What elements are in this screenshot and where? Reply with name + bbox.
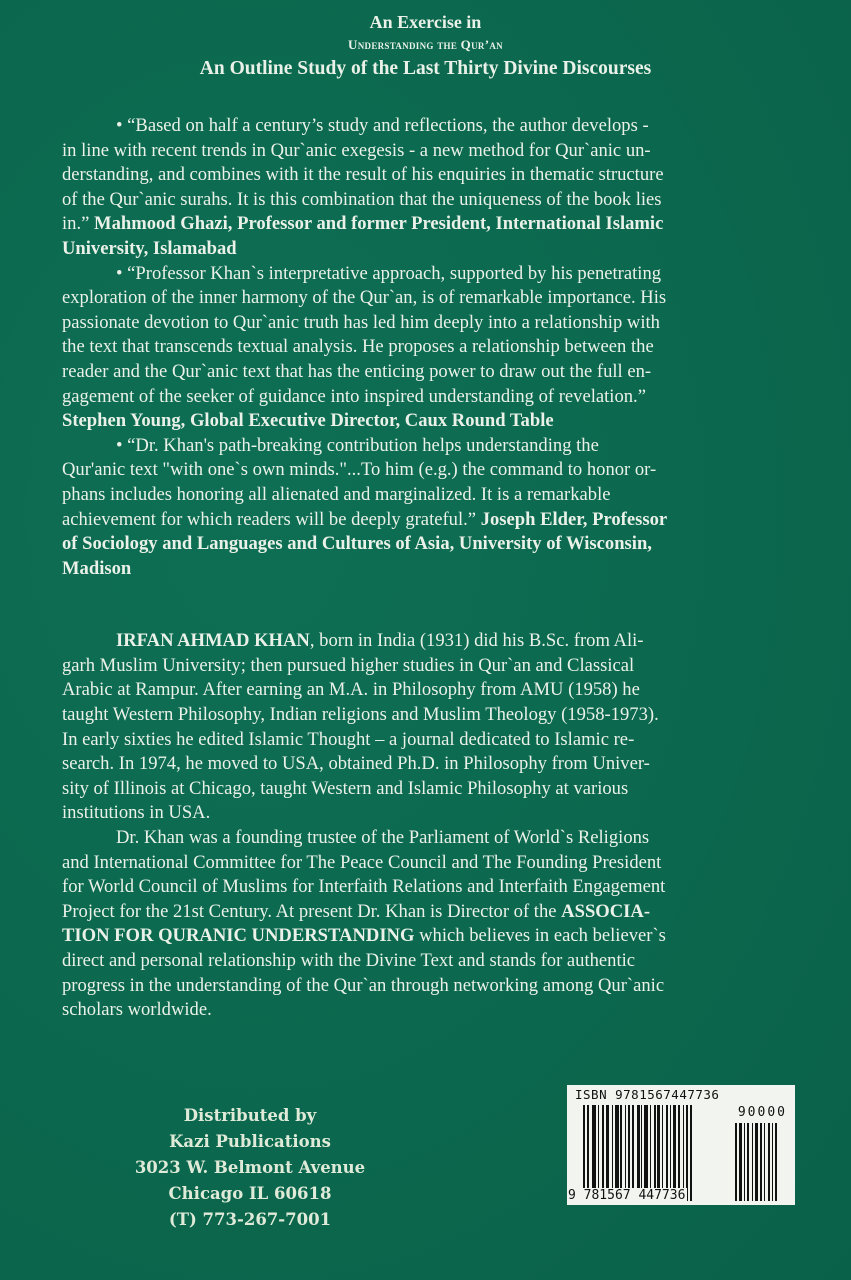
text-line [62,532,790,557]
section-gap [62,581,790,629]
endorser-attribution: Joseph Elder, Professor [480,508,668,530]
endorsement-young [62,262,790,434]
street-address: 3023 W. Belmont Avenue [134,1158,366,1177]
text-line: Dr. Khan was a founding trustee of the Parliament of World`s Religions [116,827,650,849]
text-line: derstanding, and combines with it the result of his enquiries in thematic structure [62,164,664,186]
title-block [0,10,851,81]
quote-end: achievement for which readers will be deeply grateful.” [62,508,481,530]
phone-number: (T) 773-267-7001 [168,1210,332,1229]
barcode-bars-icon [583,1105,731,1201]
endorser-attribution: Mahmood Ghazi, Professor and former President, International Islamic [94,213,664,235]
endorser-affiliation: of Sociology and Languages and Cultures of Asia, University of Wisconsin, [62,533,652,555]
text-line: exploration of the inner harmony of the Qur`an, is of remarkable importance. His [62,287,667,309]
city-state-zip: Chicago IL 60618 [168,1184,332,1203]
text-line [62,557,790,582]
text-line: taught Western Philosophy, Indian religions and Muslim Theology (1958-1973). [62,704,659,726]
text-line: the text that transcends textual analysis. He proposes a relationship between the [62,336,654,358]
distributor-label: Distributed by [183,1106,317,1125]
text-line [62,924,790,949]
blurb-text [62,114,790,1023]
text-line: passionate devotion to Qur`anic truth has led him deeply into a relationship with [62,311,660,333]
text-line: sity of Illinois at Chicago, taught Western and Islamic Philosophy at various [62,777,629,799]
quote-end: in.” [62,213,95,235]
bio-text: Project for the 21st Century. At present Dr. Khan is Director of the [62,900,562,922]
author-bio [62,629,790,1023]
text-line: gagement of the seeker of guidance into inspired understanding of revelation.” [62,385,646,407]
text-line: • “Dr. Khan's path-breaking contribution helps understanding the [116,434,599,456]
bio-text: , born in India (1931) did his B.Sc. from Ali- [309,630,644,652]
text-line: in line with recent trends in Qur`anic exegesis - a new method for Qur`anic un- [62,139,651,161]
text-line: Arabic at Rampur. After earning an M.A. in Philosophy from AMU (1958) he [62,679,640,701]
text-line: search. In 1974, he moved to USA, obtained Ph.D. in Philosophy from Univer- [62,753,650,775]
text-line: scholars worldwide. [62,999,212,1021]
text-line [62,237,790,262]
text-line [62,508,790,533]
text-line [62,409,790,434]
text-line: reader and the Qur`anic text that has the enticing power to draw out the full en- [62,360,652,382]
organization-name: TION FOR QURANIC UNDERSTANDING [62,925,415,947]
text-line: for World Council of Muslims for Interfaith Relations and Interfaith Engagement [62,876,666,898]
endorsement-elder [62,434,790,582]
text-line: In early sixties he edited Islamic Thought – a journal dedicated to Islamic re- [62,728,635,750]
text-line: Qur'anic text "with one`s own minds."...To him (e.g.) the command to honor or- [62,459,657,481]
title-line-3: An Outline Study of the Last Thirty Divine Discourses [199,58,652,79]
distributor-info [100,1103,400,1233]
title-line-2: Understanding the Qur’an [348,37,503,52]
isbn-barcode [567,1085,795,1205]
text-line [62,629,790,654]
text-line: garh Muslim University; then pursued higher studies in Qur`an and Classical [62,654,635,676]
organization-name: ASSOCIA- [561,900,651,922]
text-line: • “Professor Khan`s interpretative approach, supported by his penetrating [116,262,662,284]
text-line [62,900,790,925]
text-line: phans includes honoring all alienated and marginalized. It is a remarkable [62,483,611,505]
publisher-name: Kazi Publications [169,1132,331,1151]
endorsement-ghazi [62,114,790,262]
text-line: of the Qur`anic surahs. It is this combination that the uniqueness of the book lies [62,188,662,210]
isbn-label: ISBN 9781567447736 [575,1087,720,1102]
endorser-attribution: Stephen Young, Global Executive Director, Caux Round Table [62,410,554,432]
author-name: IRFAN AHMAD KHAN [116,630,310,652]
text-line: direct and personal relationship with the Divine Text and stands for authentic [62,950,636,971]
text-line: and International Committee for The Peace Council and The Founding President [62,851,662,873]
addon-bars-icon [735,1123,789,1201]
price-addon-number: 90000 [737,1105,787,1120]
text-line: institutions in USA. [62,802,211,824]
bio-text: which believes in each believer`s [414,925,666,947]
text-line: progress in the understanding of the Qur`an through networking among Qur`anic [62,974,665,996]
endorser-affiliation: Madison [62,557,132,579]
text-line: • “Based on half a century’s study and reflections, the author develops - [116,115,649,136]
isbn-human-readable: 9 781567 447736 [568,1188,686,1203]
endorser-affiliation: University, Islamabad [62,237,237,259]
title-line-1: An Exercise in [369,12,482,32]
text-line [62,212,790,237]
